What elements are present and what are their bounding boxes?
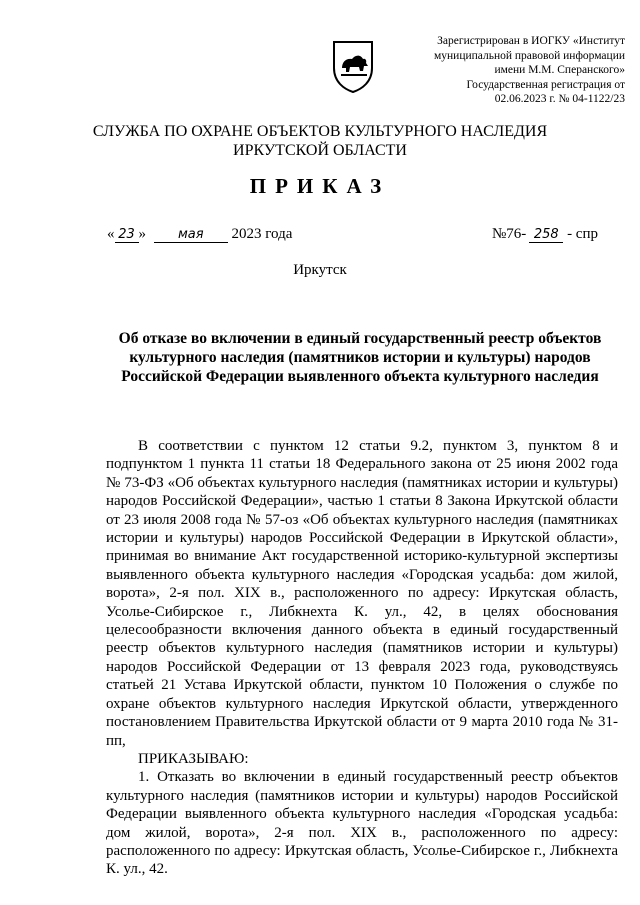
date-day: 23 [115,227,139,243]
registration-line: имени М.М. Сперанского» [494,64,625,76]
order-number-prefix: №76- [492,226,527,242]
order-number-value: 258 [529,227,563,243]
order-date [107,226,292,243]
order-word: ПРИКАЗЫВАЮ: [138,750,249,767]
subject-line-2: культурного наследия (памятников истории и культуры) народов [129,349,591,366]
registration-line: Зарегистрирован в ИОГКУ «Институт [437,35,625,47]
order-subject [100,329,620,386]
organization-name [0,122,640,160]
organization-line-1: СЛУЖБА ПО ОХРАНЕ ОБЪЕКТОВ КУЛЬТУРНОГО НАСЛЕДИЯ [92,123,548,140]
date-close-quote: » [138,226,146,242]
preamble-paragraph: В соответствии с пунктом 12 статьи 9.2, пунктом 3, пунктом 8 и подпунктом 1 пункта 11 статьи 18 Федерального закона от 25 июня 2002 года № 73-ФЗ «Об объектах культурного наследия (памятниках истории и культуры) народов Российской Федерации», частью 1 статьи 8 Закона Иркутской области от 23 июля 2008 года № 57-оз «Об объектах культурного наследия (памятниках истории и культуры) народов Российской Федерации в Иркутской области», принимая во внимание Акт государственной историко-культурной экспертизы выявленного объекта культурного наследия «Городская усадьба: дом жилой, ворота», 2-я пол. XIX в., расположенного по адресу: Иркутская область, Усолье-Сибирское г., Либкнехта К. ул., 42, в целях обоснования целесообразности включения данного объекта в единый государственный реестр объектов культурного наследия (памятников истории и культуры) народов Российской Федерации от 13 февраля 2023 года, руководствуясь статьей 21 Устава Иркутской области, пунктом 10 Положения о службе по охране объектов культурного наследия Иркутской области, утвержденного постановлением Правительства Иркутской области от 9 марта 2010 года № 31-пп, [106,438,618,749]
date-year: 2023 года [231,226,293,242]
subject-line-3: Российской Федерации выявленного объекта культурного наследия [121,368,599,385]
city-name: Иркутск [293,262,347,278]
subject-line-1: Об отказе во включении в единый государственный реестр объектов [118,330,602,347]
document-type-title: ПРИКАЗ [249,174,391,198]
order-body [106,437,618,879]
date-open-quote: « [107,226,115,242]
registration-line: 02.06.2023 г. № 04-1122/23 [494,93,625,105]
registration-line: муниципальной правовой информации [433,49,625,62]
registration-stamp [405,34,625,107]
coat-of-arms-icon [330,38,376,94]
organization-line-2: ИРКУТСКОЙ ОБЛАСТИ [233,142,407,159]
date-month: мая [154,227,228,243]
registration-line: Государственная регистрация от [466,78,625,91]
order-item-1: 1. Отказать во включении в единый государственный реестр объектов культурного наследия (памятников истории и культуры) народов Российской Федерации выявленного объекта культурного наследия «Городская усадьба: дом жилой, ворота», 2-я пол. XIX в., расположенного по адресу: расположенного по адресу: Иркутская область, Усолье-Сибирское г., Либкнехта К. ул., 42. [106,769,618,878]
order-number-suffix: - спр [567,226,598,242]
order-number [492,226,598,243]
